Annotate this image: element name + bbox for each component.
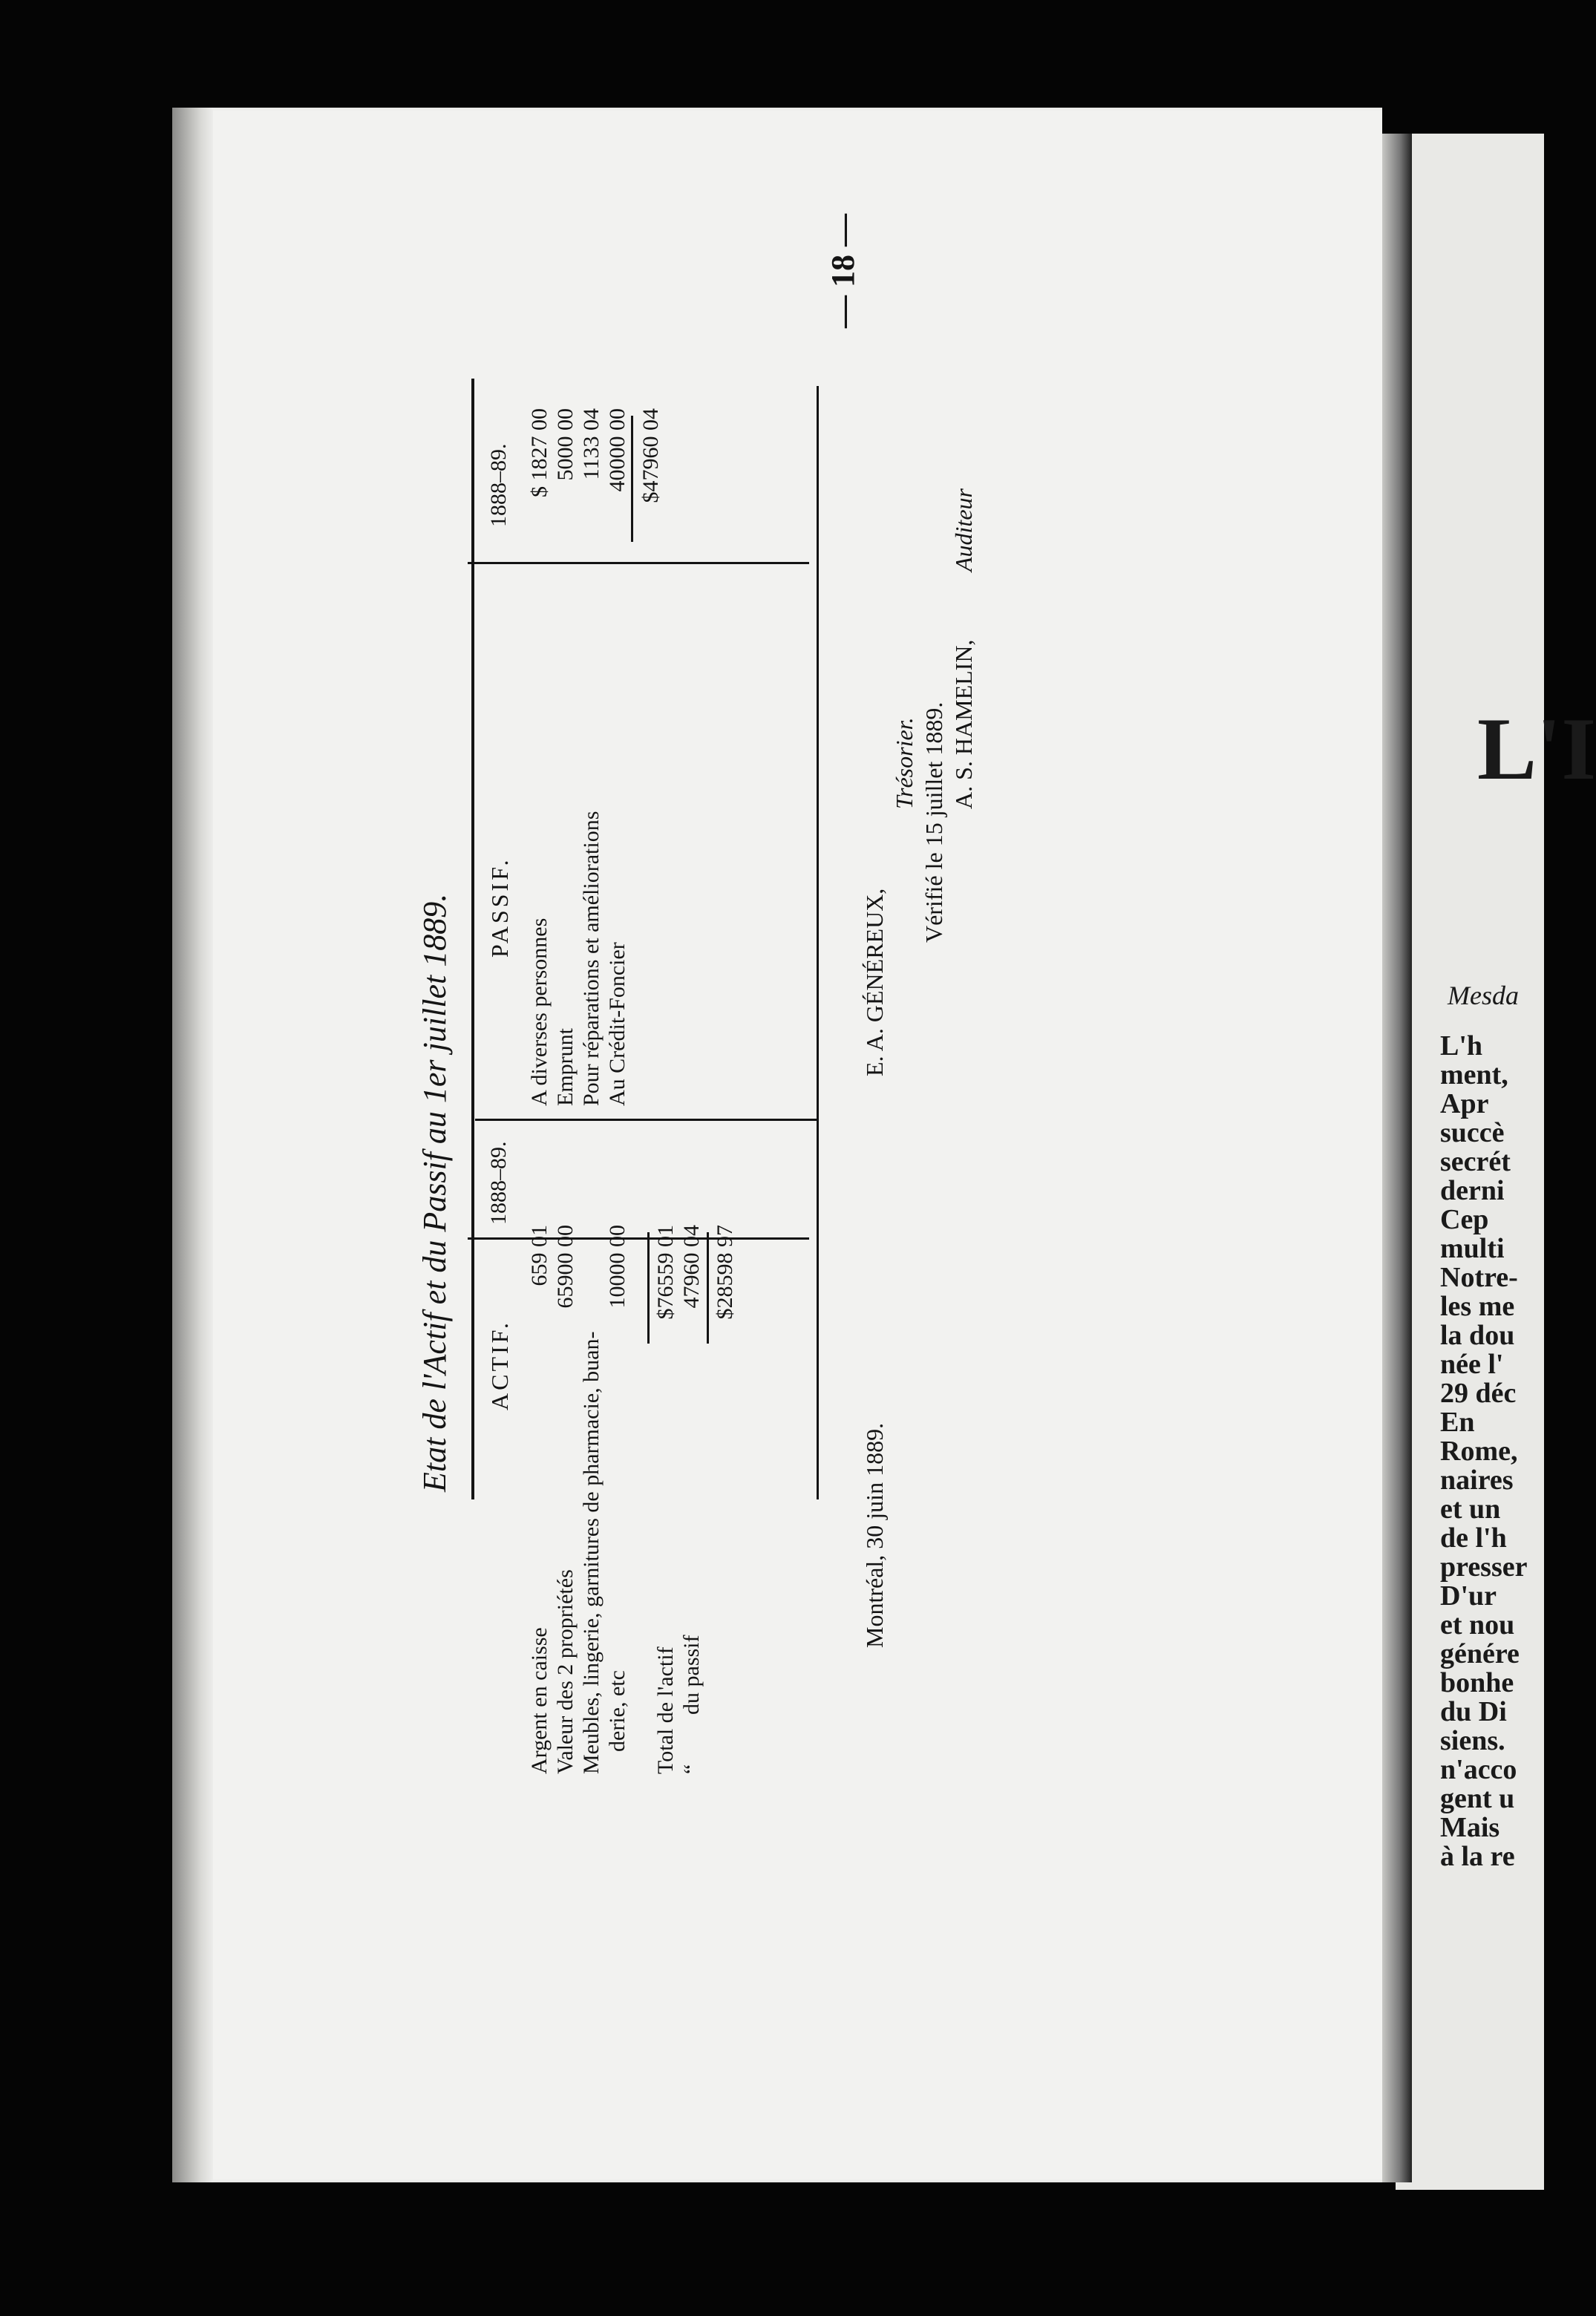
auditor-title: Auditeur [950, 488, 977, 572]
actif-passif-label: du passif [679, 1635, 704, 1715]
passif-header: PASSIF. [486, 857, 513, 958]
passif-year-divider [468, 562, 809, 564]
actif-row: Meubles, lingerie, garnitures de pharmacie, buan- [579, 1331, 604, 1774]
right-page-line: succè [1440, 1117, 1505, 1148]
right-page-line: naires [1440, 1465, 1514, 1496]
right-page-line: n'acco [1440, 1754, 1517, 1785]
right-page-line: née l' [1440, 1349, 1504, 1380]
passif-value: 5000 00 [553, 408, 578, 481]
passif-year-header: 1888–89. [486, 443, 511, 527]
actif-value: 65900 00 [553, 1225, 578, 1309]
actif-year-divider [468, 1237, 809, 1240]
right-page-line: et un [1440, 1494, 1501, 1525]
actif-total-label: Total de l'actif [653, 1646, 678, 1774]
passif-value: $ 1827 00 [527, 408, 552, 497]
right-page-line: les me [1440, 1291, 1515, 1322]
right-page-title-fragment: L'I [1477, 699, 1596, 798]
right-page-line: Cep [1440, 1204, 1489, 1235]
page-spine-shadow [172, 108, 213, 2182]
right-page-line: multi [1440, 1233, 1505, 1264]
right-page-line: 29 déc [1440, 1378, 1517, 1409]
right-page-line: la dou [1440, 1320, 1515, 1351]
page-number: — 18 — [825, 214, 861, 328]
passif-value: 40000 00 [605, 408, 629, 492]
statement-title: Etat de l'Actif et du Passif au 1er juillet 1889. [416, 893, 453, 1492]
right-page-line: génére [1440, 1638, 1520, 1669]
right-page-line: presser [1440, 1551, 1528, 1583]
right-page-line: L'h [1440, 1030, 1483, 1062]
top-rule [471, 379, 474, 1499]
right-page-line: et nou [1440, 1609, 1515, 1640]
actif-ditto: “ [679, 1764, 704, 1774]
right-page-salutation: Mesda [1448, 981, 1519, 1010]
verified-date: Vérifié le 15 juillet 1889. [920, 701, 947, 943]
actif-row: derie, etc [605, 1670, 629, 1752]
passif-total-rule [631, 416, 633, 542]
place-date: Montréal, 30 juin 1889. [861, 1422, 888, 1648]
actif-total: $76559 01 [653, 1225, 678, 1320]
passif-value: 1133 04 [579, 408, 604, 480]
right-page-line: Apr [1440, 1088, 1489, 1119]
balance-rule [707, 1232, 709, 1344]
right-page-line: bonhe [1440, 1667, 1514, 1698]
rotated-statement [416, 37, 1306, 1774]
passif-row: Au Crédit-Foncier [605, 942, 629, 1106]
auditor-name: A. S. HAMELIN, [950, 639, 977, 809]
right-page-line: du Di [1440, 1696, 1507, 1727]
actif-year-header: 1888–89. [486, 1141, 511, 1225]
actif-value: 10000 00 [605, 1225, 629, 1309]
passif-row: Emprunt [553, 1028, 578, 1106]
actif-header: ACTIF. [486, 1320, 513, 1410]
actif-value: 659 01 [527, 1225, 552, 1286]
actif-total-rule [647, 1232, 650, 1344]
right-page-line: siens. [1440, 1725, 1505, 1756]
right-page-line: secrét [1440, 1146, 1511, 1177]
passif-row: Pour réparations et améliorations [579, 811, 604, 1106]
passif-row: A diverses personnes [527, 917, 552, 1106]
right-page-line: Notre- [1440, 1262, 1518, 1293]
right-page-line: ment, [1440, 1059, 1508, 1090]
page-gutter [1382, 134, 1412, 2182]
treasurer-name: E. A. GÉNÉREUX, [861, 888, 888, 1076]
right-page-line: Mais [1440, 1812, 1500, 1843]
actif-row: Valeur des 2 propriétés [553, 1569, 578, 1774]
right-page-text-lines [1440, 1032, 1537, 1871]
bottom-rule [817, 386, 819, 1499]
right-page-line: de l'h [1440, 1522, 1507, 1554]
treasurer-title: Trésorier. [891, 717, 918, 809]
right-page-line: D'ur [1440, 1580, 1497, 1612]
passif-total: $47960 04 [638, 408, 663, 503]
right-page-line: En [1440, 1407, 1475, 1438]
right-page-line: derni [1440, 1175, 1505, 1206]
right-page-line: gent u [1440, 1783, 1515, 1814]
actif-row: Argent en caisse [527, 1627, 552, 1774]
right-page-line: à la re [1440, 1841, 1515, 1872]
right-page-line: Rome, [1440, 1436, 1518, 1467]
balance: $28598 97 [713, 1225, 737, 1320]
center-divider [475, 1119, 817, 1121]
actif-passif-total: 47960 04 [679, 1225, 704, 1309]
